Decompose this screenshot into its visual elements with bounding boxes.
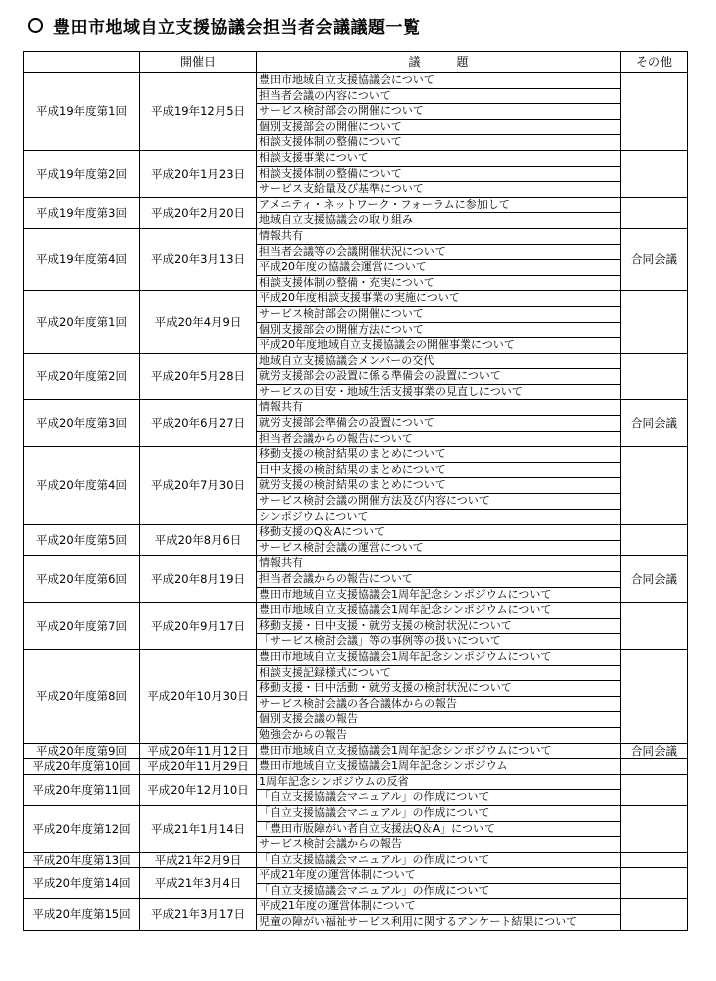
- topic-item: サービス支給量及び基準について: [259, 182, 424, 196]
- topic-item: 相談支援体制の整備について: [257, 167, 620, 183]
- meeting-session: 平成20年度第1回: [24, 291, 140, 353]
- meeting-session: 平成20年度第3回: [24, 400, 140, 447]
- table-row: [24, 73, 688, 151]
- meeting-date: 平成20年5月28日: [140, 353, 257, 400]
- meeting-date: 平成21年3月4日: [140, 868, 257, 899]
- table-row: [24, 743, 688, 759]
- topic-item: 豊田市地域自立支援協議会1周年記念シンポジウム: [259, 759, 508, 773]
- topic-item: 相談支援事業について: [257, 151, 620, 167]
- table-row: [24, 556, 688, 603]
- table-row: [24, 197, 688, 228]
- topic-item: 豊田市地域自立支援協議会1周年記念シンポジウムについて: [257, 650, 620, 666]
- meeting-date: 平成20年6月27日: [140, 400, 257, 447]
- topic-item: 移動支援・日中支援・就労支援の検討状況について: [257, 619, 620, 635]
- topic-item: 地域自立支援協議会の取り組み: [259, 213, 413, 227]
- meeting-topics: [257, 852, 621, 868]
- meeting-other: [621, 805, 688, 852]
- meeting-date: 平成20年2月20日: [140, 197, 257, 228]
- topic-item: アメニティ・ネットワーク・フォーラムに参加して: [257, 198, 620, 214]
- topic-item: 「自立支援協議会マニュアル」の作成について: [259, 883, 490, 897]
- topic-item: 「自立支援協議会マニュアル」の作成について: [259, 852, 490, 866]
- topic-item: 移動支援・日中活動・就労支援の検討状況について: [257, 681, 620, 697]
- table-row: [24, 400, 688, 447]
- meeting-date: 平成20年1月23日: [140, 150, 257, 197]
- meeting-date: 平成20年4月9日: [140, 291, 257, 353]
- meeting-session: 平成20年度第13回: [24, 852, 140, 868]
- meeting-session: 平成20年度第12回: [24, 805, 140, 852]
- page-title: [28, 12, 421, 38]
- meeting-session: 平成20年度第6回: [24, 556, 140, 603]
- meeting-other: [621, 868, 688, 899]
- meeting-topics: [257, 150, 621, 197]
- meeting-date: 平成20年8月6日: [140, 525, 257, 556]
- topic-item: 豊田市地域自立支援協議会1周年記念シンポジウムについて: [257, 603, 620, 619]
- meeting-topics: [257, 603, 621, 650]
- meeting-session: 平成20年度第11回: [24, 774, 140, 805]
- circle-bullet-icon: [28, 18, 43, 33]
- meeting-date: 平成21年1月14日: [140, 805, 257, 852]
- meeting-topics: [257, 447, 621, 525]
- topic-item: 豊田市地域自立支援協議会について: [257, 73, 620, 89]
- meeting-topics: [257, 400, 621, 447]
- topic-item: 個別支援会議の報告: [257, 712, 620, 728]
- meeting-other: [621, 197, 688, 228]
- topic-item: 勉強会からの報告: [259, 727, 347, 741]
- meeting-other: 合同会議: [621, 228, 688, 290]
- topic-item: 移動支援の検討結果のまとめについて: [257, 447, 620, 463]
- topic-item: 平成21年度の運営体制について: [257, 899, 620, 915]
- meeting-other: [621, 353, 688, 400]
- header-other: その他: [621, 52, 688, 73]
- meeting-other: 合同会議: [621, 743, 688, 759]
- meeting-session: 平成19年度第3回: [24, 197, 140, 228]
- meeting-session: 平成20年度第7回: [24, 603, 140, 650]
- topic-item: 相談支援記録様式について: [257, 666, 620, 682]
- meeting-session: 平成20年度第4回: [24, 447, 140, 525]
- meeting-topics: [257, 291, 621, 353]
- topic-item: 相談支援体制の整備について: [259, 135, 402, 149]
- topic-item: サービス検討会議の開催方法及び内容について: [257, 494, 620, 510]
- meeting-other: [621, 291, 688, 353]
- meeting-session: 平成20年度第5回: [24, 525, 140, 556]
- meeting-date: 平成20年9月17日: [140, 603, 257, 650]
- topic-item: サービス検討会議の各合議体からの報告: [257, 697, 620, 713]
- topic-item: 情報共有: [257, 400, 620, 416]
- table-row: [24, 868, 688, 899]
- topic-item: 相談支援体制の整備・充実について: [259, 275, 435, 289]
- meeting-other: [621, 150, 688, 197]
- topic-item: 担当者会議等の会議開催状況について: [257, 245, 620, 261]
- topic-item: 個別支援部会の開催について: [257, 120, 620, 136]
- topic-item: 「自立支援協議会マニュアル」の作成について: [259, 790, 490, 804]
- meeting-date: 平成20年10月30日: [140, 649, 257, 743]
- meeting-session: 平成19年度第4回: [24, 228, 140, 290]
- table-row: [24, 603, 688, 650]
- table-row: [24, 447, 688, 525]
- topic-item: 1周年記念シンポジウムの反省: [257, 775, 620, 791]
- table-row: [24, 525, 688, 556]
- meeting-session: 平成19年度第2回: [24, 150, 140, 197]
- meeting-topics: [257, 525, 621, 556]
- table-row: [24, 759, 688, 775]
- meeting-session: 平成20年度第2回: [24, 353, 140, 400]
- topic-item: サービス検討会議の運営について: [259, 540, 424, 554]
- meeting-topics: [257, 353, 621, 400]
- topic-item: 就労支援部会の設置に係る準備会の設置について: [257, 369, 620, 385]
- topic-item: サービスの目安・地域生活支援事業の見直しについて: [259, 384, 523, 398]
- topic-item: 豊田市地域自立支援協議会1周年記念シンポジウムについて: [259, 587, 552, 601]
- topic-item: 「豊田市版障がい者自立支援法Q＆A」について: [257, 822, 620, 838]
- table-row: [24, 805, 688, 852]
- topic-item: 「サービス検討会議」等の事例等の扱いについて: [259, 634, 501, 648]
- meeting-other: [621, 603, 688, 650]
- topic-item: サービス検討部会の開催について: [257, 104, 620, 120]
- meeting-date: 平成20年3月13日: [140, 228, 257, 290]
- meeting-date: 平成20年11月12日: [140, 743, 257, 759]
- meeting-other: 合同会議: [621, 400, 688, 447]
- meeting-topics: [257, 805, 621, 852]
- topic-item: 就労支援の検討結果のまとめについて: [257, 478, 620, 494]
- meeting-topics: [257, 743, 621, 759]
- meeting-date: 平成20年8月19日: [140, 556, 257, 603]
- topic-item: 地域自立支援協議会メンバーの交代: [257, 354, 620, 370]
- meeting-topics: [257, 73, 621, 151]
- header-session: [24, 52, 140, 73]
- meeting-date: 平成20年12月10日: [140, 774, 257, 805]
- meeting-topics: [257, 868, 621, 899]
- meeting-session: 平成19年度第1回: [24, 73, 140, 151]
- meeting-other: [621, 447, 688, 525]
- topic-item: 担当者会議からの報告について: [257, 572, 620, 588]
- meeting-topics: [257, 899, 621, 930]
- meeting-other: [621, 73, 688, 151]
- table-row: [24, 899, 688, 930]
- meeting-other: [621, 759, 688, 775]
- meeting-topics: [257, 759, 621, 775]
- meeting-session: 平成20年度第9回: [24, 743, 140, 759]
- topic-item: 児童の障がい福祉サービス利用に関するアンケート結果について: [259, 915, 578, 929]
- topic-item: 平成20年度地域自立支援協議会の開催事業について: [259, 338, 515, 352]
- table-row: [24, 228, 688, 290]
- header-date: 開催日: [140, 52, 257, 73]
- meeting-other: [621, 899, 688, 930]
- meeting-session: 平成20年度第15回: [24, 899, 140, 930]
- meeting-other: [621, 852, 688, 868]
- meeting-session: 平成20年度第14回: [24, 868, 140, 899]
- meeting-date: 平成21年2月9日: [140, 852, 257, 868]
- topic-item: 平成20年度の協議会運営について: [257, 260, 620, 276]
- meeting-topics: [257, 774, 621, 805]
- meeting-session: 平成20年度第10回: [24, 759, 140, 775]
- table-row: [24, 353, 688, 400]
- topic-item: シンポジウムについて: [259, 509, 369, 523]
- topic-item: 情報共有: [257, 556, 620, 572]
- topic-item: 担当者会議の内容について: [257, 89, 620, 105]
- table-header-row: [24, 52, 688, 73]
- topic-item: 平成21年度の運営体制について: [257, 868, 620, 884]
- meeting-date: 平成21年3月17日: [140, 899, 257, 930]
- topic-item: 情報共有: [257, 229, 620, 245]
- table-row: [24, 774, 688, 805]
- meeting-date: 平成20年7月30日: [140, 447, 257, 525]
- topic-item: 平成20年度相談支援事業の実施について: [257, 291, 620, 307]
- meeting-session: 平成20年度第8回: [24, 649, 140, 743]
- table-row: [24, 649, 688, 743]
- table-row: [24, 852, 688, 868]
- meeting-date: 平成20年11月29日: [140, 759, 257, 775]
- topic-item: 個別支援部会の開催方法について: [257, 323, 620, 339]
- header-topics: 議 題: [257, 52, 621, 73]
- meeting-other: [621, 774, 688, 805]
- meeting-topics: [257, 556, 621, 603]
- meeting-other: [621, 649, 688, 743]
- meeting-topics: [257, 197, 621, 228]
- meeting-other: [621, 525, 688, 556]
- meeting-agenda-table: [23, 51, 688, 931]
- topic-item: サービス検討会議からの報告: [259, 837, 402, 851]
- topic-item: 移動支援のQ＆Aについて: [257, 525, 620, 541]
- table-row: [24, 150, 688, 197]
- table-body: [24, 73, 688, 931]
- topic-item: サービス検討部会の開催について: [257, 307, 620, 323]
- meeting-topics: [257, 228, 621, 290]
- topic-item: 担当者会議からの報告について: [259, 431, 413, 445]
- page-title-text: 豊田市地域自立支援協議会担当者会議議題一覧: [53, 17, 421, 38]
- topic-item: 就労支援部会準備会の設置について: [257, 416, 620, 432]
- meeting-topics: [257, 649, 621, 743]
- meeting-date: 平成19年12月5日: [140, 73, 257, 151]
- meeting-other: 合同会議: [621, 556, 688, 603]
- table-row: [24, 291, 688, 353]
- topic-item: 日中支援の検討結果のまとめについて: [257, 463, 620, 479]
- topic-item: 豊田市地域自立支援協議会1周年記念シンポジウムについて: [259, 743, 552, 757]
- topic-item: 「自立支援協議会マニュアル」の作成について: [257, 806, 620, 822]
